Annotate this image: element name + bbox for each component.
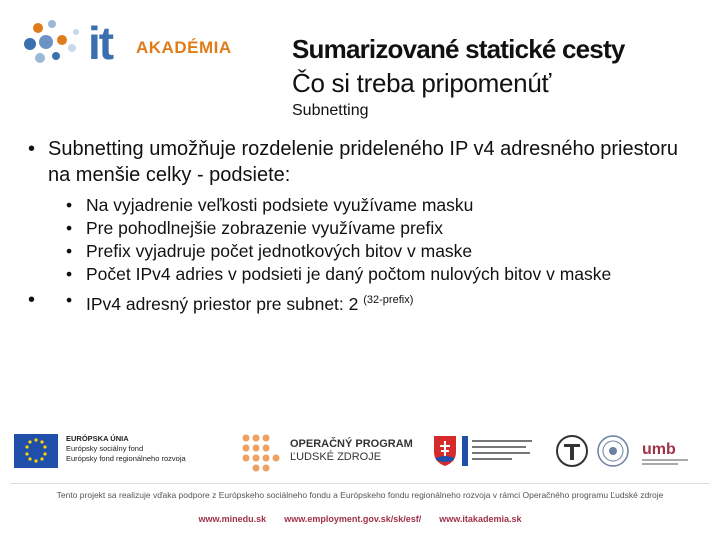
svg-text:umb: umb: [642, 441, 676, 458]
formula-bullet: [28, 288, 698, 316]
footer-urls: [0, 514, 720, 524]
eu-flag-icon: [14, 434, 58, 468]
footer-note: Tento projekt sa realizuje vďaka podpore z Európskeho sociálneho fondu a Európskeho fondu regionálneho rozvoja v rámci Operačného programu Ľudské zdroje: [56, 490, 664, 500]
op-text: [290, 438, 413, 464]
sub-bullet: • Pre pohodlnejšie zobrazenie využívame prefix: [28, 217, 698, 240]
section-label: Subnetting: [292, 102, 369, 119]
footer-link-minedu[interactable]: www.minedu.sk: [198, 514, 267, 524]
footer-divider: [10, 483, 710, 484]
logo-dots-icon: [18, 14, 88, 70]
main-bullet-text: Subnetting umožňuje rozdelenie prideleného IP v4 adresného priestoru na menšie celky - podsiete:: [48, 138, 679, 186]
footer-link-itakademia[interactable]: www.itakademia.sk: [439, 514, 522, 524]
ministry-logo-icon: [462, 434, 542, 468]
eu-line1: Európsky sociálny fond: [66, 444, 144, 453]
university-logo-icon: [555, 434, 589, 468]
main-bullet-list: [28, 136, 698, 316]
eu-line2: Európsky fond regionálneho rozvoja: [66, 454, 186, 463]
op-logo-dots-icon: [240, 432, 280, 472]
sub-bullet-container: [28, 194, 698, 286]
footer-link-employment[interactable]: www.employment.gov.sk/sk/esf/: [284, 514, 422, 524]
op-line1: OPERAČNÝ PROGRAM: [290, 438, 413, 450]
sub-bullet-list: [28, 194, 698, 286]
footer-logos: [0, 428, 720, 476]
umb-logo-icon: [640, 434, 704, 468]
sub-bullet: • Počet IPv4 adries v podsieti je daný počtom nulových bitov v maske: [28, 263, 698, 286]
formula-exponent: (32-prefix): [363, 294, 414, 306]
sub-bullet: • Prefix vyjadruje počet jednotkových bitov v maske: [28, 240, 698, 263]
seal-logo-icon: [596, 434, 630, 468]
slovak-coat-of-arms-icon: [432, 434, 458, 468]
page-title: Sumarizované statické cesty: [292, 34, 625, 64]
page-subtitle: Čo si treba pripomenúť: [292, 68, 551, 98]
formula-bullet-marker: • •: [66, 290, 73, 310]
eu-text: [66, 434, 186, 464]
logo-it-text: it: [88, 17, 113, 69]
formula-text: IPv4 adresný priestor pre subnet: 2: [86, 293, 364, 314]
itakademia-logo: [18, 14, 232, 70]
logo-akademia-text: AKADÉMIA: [136, 38, 232, 57]
sub-bullet: • Na vyjadrenie veľkosti podsiete využívame masku: [28, 194, 698, 217]
main-bullet: [28, 136, 698, 188]
op-line2: ĽUDSKÉ ZDROJE: [290, 451, 382, 463]
eu-heading: EURÓPSKA ÚNIA: [66, 434, 129, 443]
